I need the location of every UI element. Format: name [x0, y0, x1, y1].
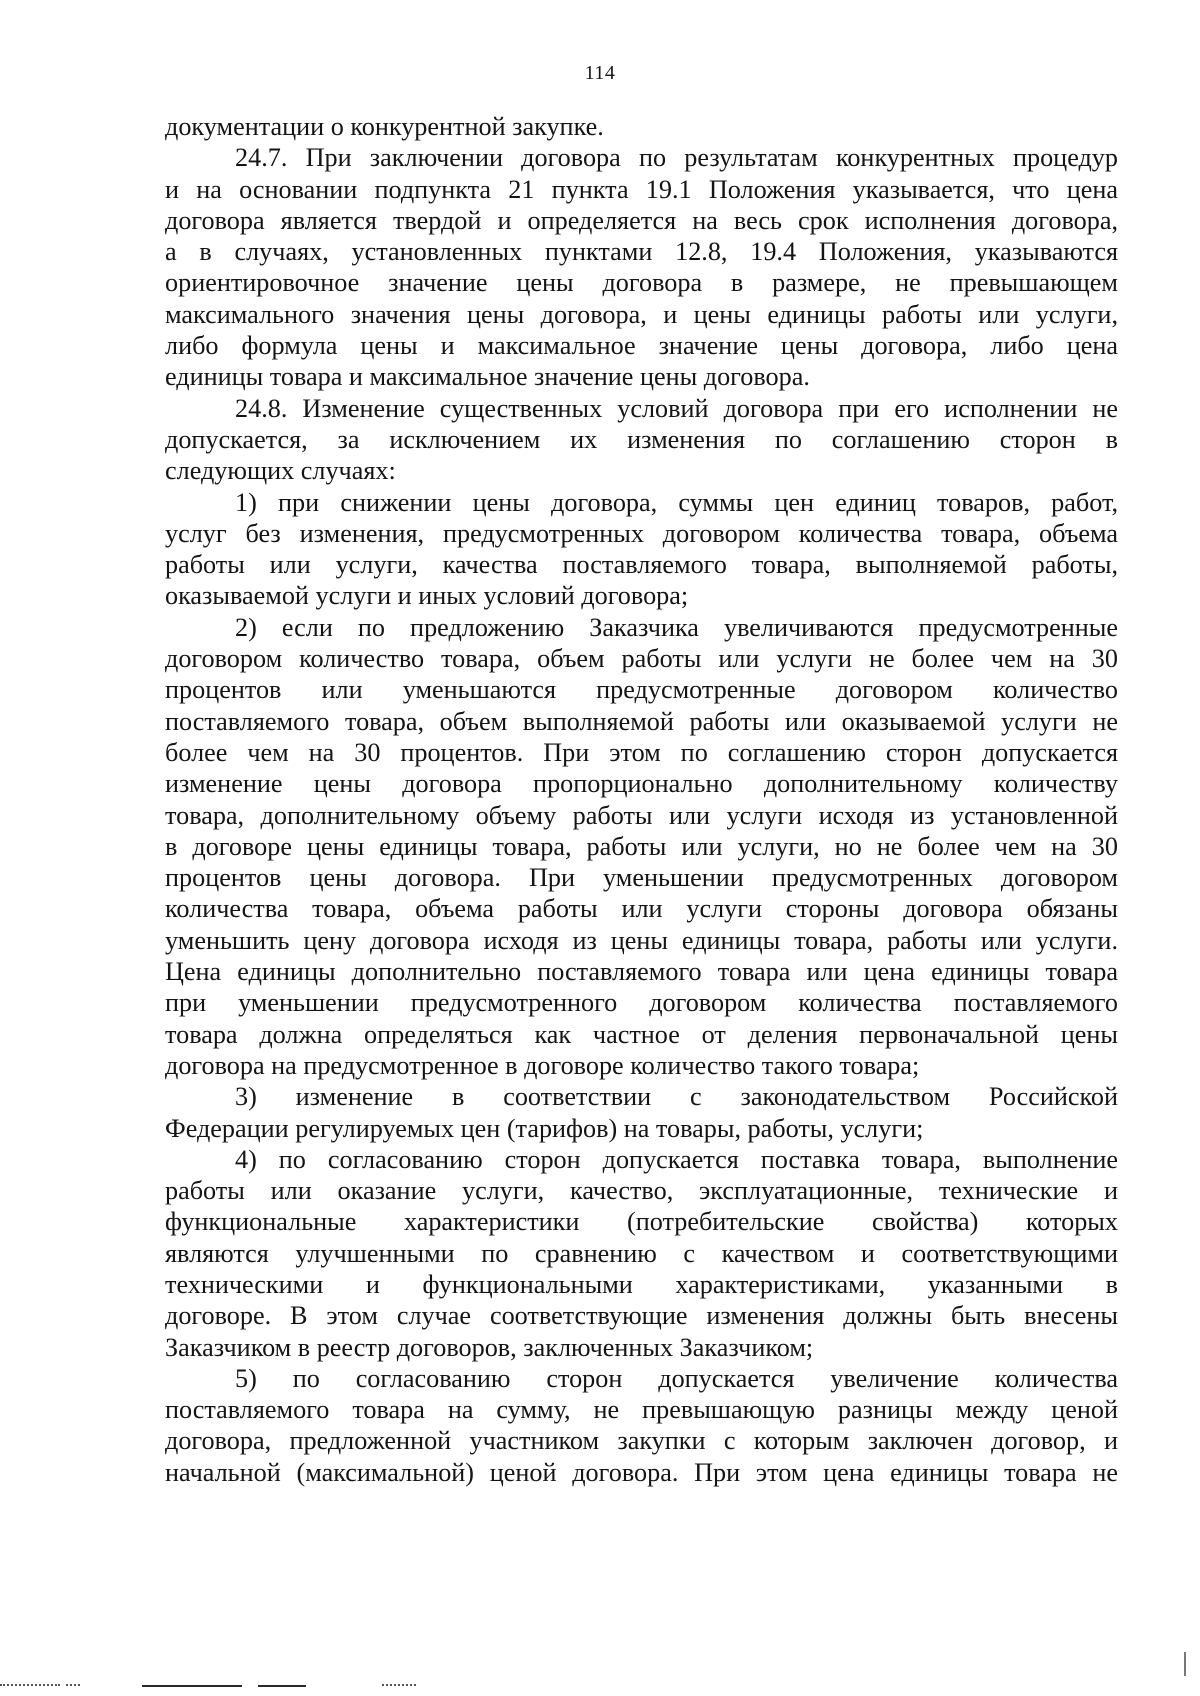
text-line: товара должна определяться как частное от деления первоначальной цены	[165, 1019, 1118, 1049]
text-line: допускается, за исключением их изменения по соглашению сторон в	[165, 424, 1118, 454]
text-line: 24.7. При заключении договора по результатам конкурентных процедур	[235, 143, 1118, 173]
text-line: поставляемого товара, объем выполняемой работы или оказываемой услуги не	[165, 706, 1118, 736]
text-line: договора, предложенной участником закупки с которым заключен договор, и	[165, 1426, 1118, 1456]
text-line: товара, дополнительному объему работы или услуги исходя из установленной	[165, 800, 1118, 830]
text-line: являются улучшенными по сравнению с качеством и соответствующими	[165, 1238, 1118, 1268]
text-line: процентов цены договора. При уменьшении предусмотренных договором	[165, 863, 1118, 893]
text-line: 4) по согласованию сторон допускается поставка товара, выполнение	[235, 1144, 1118, 1174]
text-line: начальной (максимальной) ценой договора. При этом цена единицы товара не	[165, 1457, 1118, 1487]
text-line: в договоре цены единицы товара, работы или услуги, но не более чем на 30	[165, 831, 1118, 861]
text-line: функциональные характеристики (потребительские свойства) которых	[165, 1207, 1118, 1237]
text-line: 2) если по предложению Заказчика увеличиваются предусмотренные	[235, 612, 1118, 642]
text-line: единицы товара и максимальное значение цены договора.	[165, 362, 810, 392]
text-line: договоре. В этом случае соответствующие изменения должны быть внесены	[165, 1301, 1118, 1331]
scan-artifact	[142, 1685, 242, 1687]
text-line: работы или услуги, качества поставляемого товара, выполняемой работы,	[165, 550, 1118, 580]
text-line: ориентировочное значение цены договора в размере, не превышающем	[165, 268, 1118, 298]
text-line: Федерации регулируемых цен (тарифов) на товары, работы, услуги;	[165, 1113, 924, 1143]
scan-artifact	[66, 1684, 80, 1687]
document-body	[165, 111, 1118, 1488]
text-line: Заказчиком в реестр договоров, заключенных Заказчиком;	[165, 1332, 814, 1362]
text-line: поставляемого товара на сумму, не превышающую разницы между ценой	[165, 1395, 1118, 1425]
text-line: техническими и функциональными характеристиками, указанными в	[165, 1269, 1118, 1299]
scan-artifact	[1184, 1652, 1186, 1676]
text-line: при уменьшении предусмотренного договором количества поставляемого	[165, 988, 1118, 1018]
text-line: договора является твердой и определяется на весь срок исполнения договора,	[165, 205, 1118, 235]
text-line: более чем на 30 процентов. При этом по соглашению сторон допускается	[165, 737, 1118, 767]
scan-artifact	[258, 1685, 306, 1687]
page-number: 114	[584, 62, 616, 84]
text-line: 5) по согласованию сторон допускается увеличение количества	[235, 1363, 1118, 1393]
text-line: работы или оказание услуги, качество, эксплуатационные, технические и	[165, 1176, 1118, 1206]
text-line: оказываемой услуги и иных условий договора;	[165, 581, 689, 611]
text-line: уменьшить цену договора исходя из цены единицы товара, работы или услуги.	[165, 925, 1118, 955]
scan-artifact	[0, 1684, 60, 1687]
text-line: Цена единицы дополнительно поставляемого товара или цена единицы товара	[165, 957, 1118, 987]
text-line: договора на предусмотренное в договоре количество такого товара;	[165, 1050, 920, 1080]
text-line: и на основании подпункта 21 пункта 19.1 Положения указывается, что цена	[165, 174, 1118, 204]
text-line: 1) при снижении цены договора, суммы цен единиц товаров, работ,	[235, 487, 1118, 517]
text-line: 3) изменение в соответствии с законодательством Российской	[235, 1082, 1118, 1112]
text-line: изменение цены договора пропорционально дополнительному количеству	[165, 769, 1118, 799]
text-line: максимального значения цены договора, и цены единицы работы или услуги,	[165, 299, 1118, 329]
text-line: либо формула цены и максимальное значение цены договора, либо цена	[165, 331, 1118, 361]
text-line: процентов или уменьшаются предусмотренные договором количество	[165, 675, 1118, 705]
text-line: следующих случаях:	[165, 456, 396, 486]
scan-artifact	[382, 1684, 416, 1687]
text-line: а в случаях, установленных пунктами 12.8, 19.4 Положения, указываются	[165, 237, 1118, 267]
text-line: договором количество товара, объем работы или услуги не более чем на 30	[165, 644, 1118, 674]
text-line: услуг без изменения, предусмотренных договором количества товара, объема	[165, 518, 1118, 548]
text-line: документации о конкурентной закупке.	[165, 112, 604, 141]
text-line: 24.8. Изменение существенных условий договора при его исполнении не	[235, 393, 1118, 423]
text-line: количества товара, объема работы или услуги стороны договора обязаны	[165, 894, 1118, 924]
